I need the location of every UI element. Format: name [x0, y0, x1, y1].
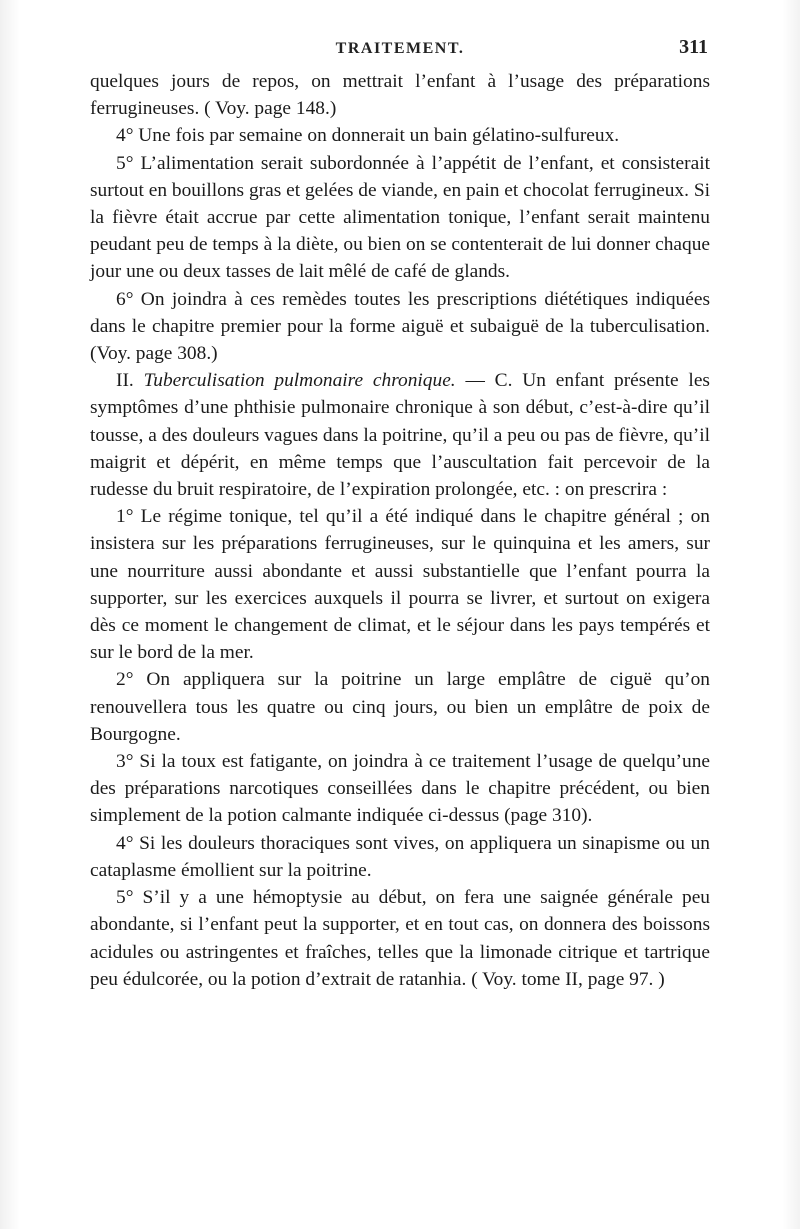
paragraph-prescription-5: 5° S’il y a une hémoptysie au début, on fera une saignée générale peu abondante, si l’enfant peut la supporter, et en tout cas, on donnera des boissons acidules ou astringentes et fraîches, telles que la limonade citrique et tartrique peu édulcorée, ou la potion d’extrait de ratanhia. ( Voy. tome II, page 97. )	[90, 887, 710, 990]
paragraph-item-5: 5° L’alimentation serait subordonnée à l’appétit de l’enfant, et consisterait surtout en bouillons gras et gelées de viande, en pain et chocolat ferrugineux. Si la fièvre était accrue par cette alimentation tonique, l’enfant serait maintenu peudant peu de temps à la diète, ou bien on se contenterait de lui donner chaque jour une ou deux tasses de lait mêlé de café de glands.	[90, 152, 710, 283]
paragraph-prescription-4: 4° Si les douleurs thoraciques sont vives, on appliquera un sinapisme ou un cataplasme émollient sur la poitrine.	[90, 832, 710, 881]
paragraph-prescription-3: 3° Si la toux est fatigante, on joindra à ce traitement l’usage de quelqu’une des préparations narcotiques conseillées dans le chapitre précédent, ou bien simplement de la potion calmante indiquée ci-dessus (page 310).	[90, 751, 710, 827]
section-label: II.	[116, 370, 134, 392]
running-head	[90, 30, 710, 62]
paragraph-prescription-2: 2° On appliquera sur la poitrine un large emplâtre de ciguë qu’on renouvellera tous les quatre ou cinq jours, ou bien un emplâtre de poix de Bourgogne.	[90, 669, 710, 745]
section-title: Tuberculisation pulmonaire chronique.	[143, 370, 456, 392]
paragraph-continued: quelques jours de repos, on mettrait l’enfant à l’usage des préparations ferrugineuses. ( Voy. page 148.)	[90, 71, 710, 120]
paragraph-item-6: 6° On joindra à ces remèdes toutes les prescriptions diététiques indiquées dans le chapitre premier pour la forme aiguë et subaiguë de la tuberculisation. (Voy. page 308.)	[90, 288, 710, 365]
section-text: — C. Un enfant présente les symptômes d’une phthisie pulmonaire chronique à son début, c’est-à-dire qu’il tousse, a des douleurs vagues dans la poitrine, qu’il a peu ou pas de fièvre, qu’il maigrit et dépérit, en même temps que l’auscultation fait percevoir de la rudesse du bruit respiratoire, de l’expiration prolongée, etc. : on prescrira :	[90, 370, 710, 501]
section-paragraph	[90, 367, 710, 503]
paragraph-prescription-1: 1° Le régime tonique, tel qu’il a été indiqué dans le chapitre général ; on insistera sur les préparations ferrugineuses, sur le quinquina et les amers, sur une nourriture aussi abondante et aussi substantielle que l’enfant pourra la supporter, sur les exercices auxquels il pourra se livrer, et surtout on exigera dès ce moment le changement de climat, et le séjour dans les pays tempérés et sur le bord de la mer.	[90, 506, 710, 664]
paragraph-item-4: 4° Une fois par semaine on donnerait un bain gélatino-sulfureux.	[116, 125, 620, 147]
body-text	[90, 68, 710, 993]
running-head-title: TRAITEMENT.	[335, 40, 465, 57]
page-number: 311	[679, 36, 708, 58]
